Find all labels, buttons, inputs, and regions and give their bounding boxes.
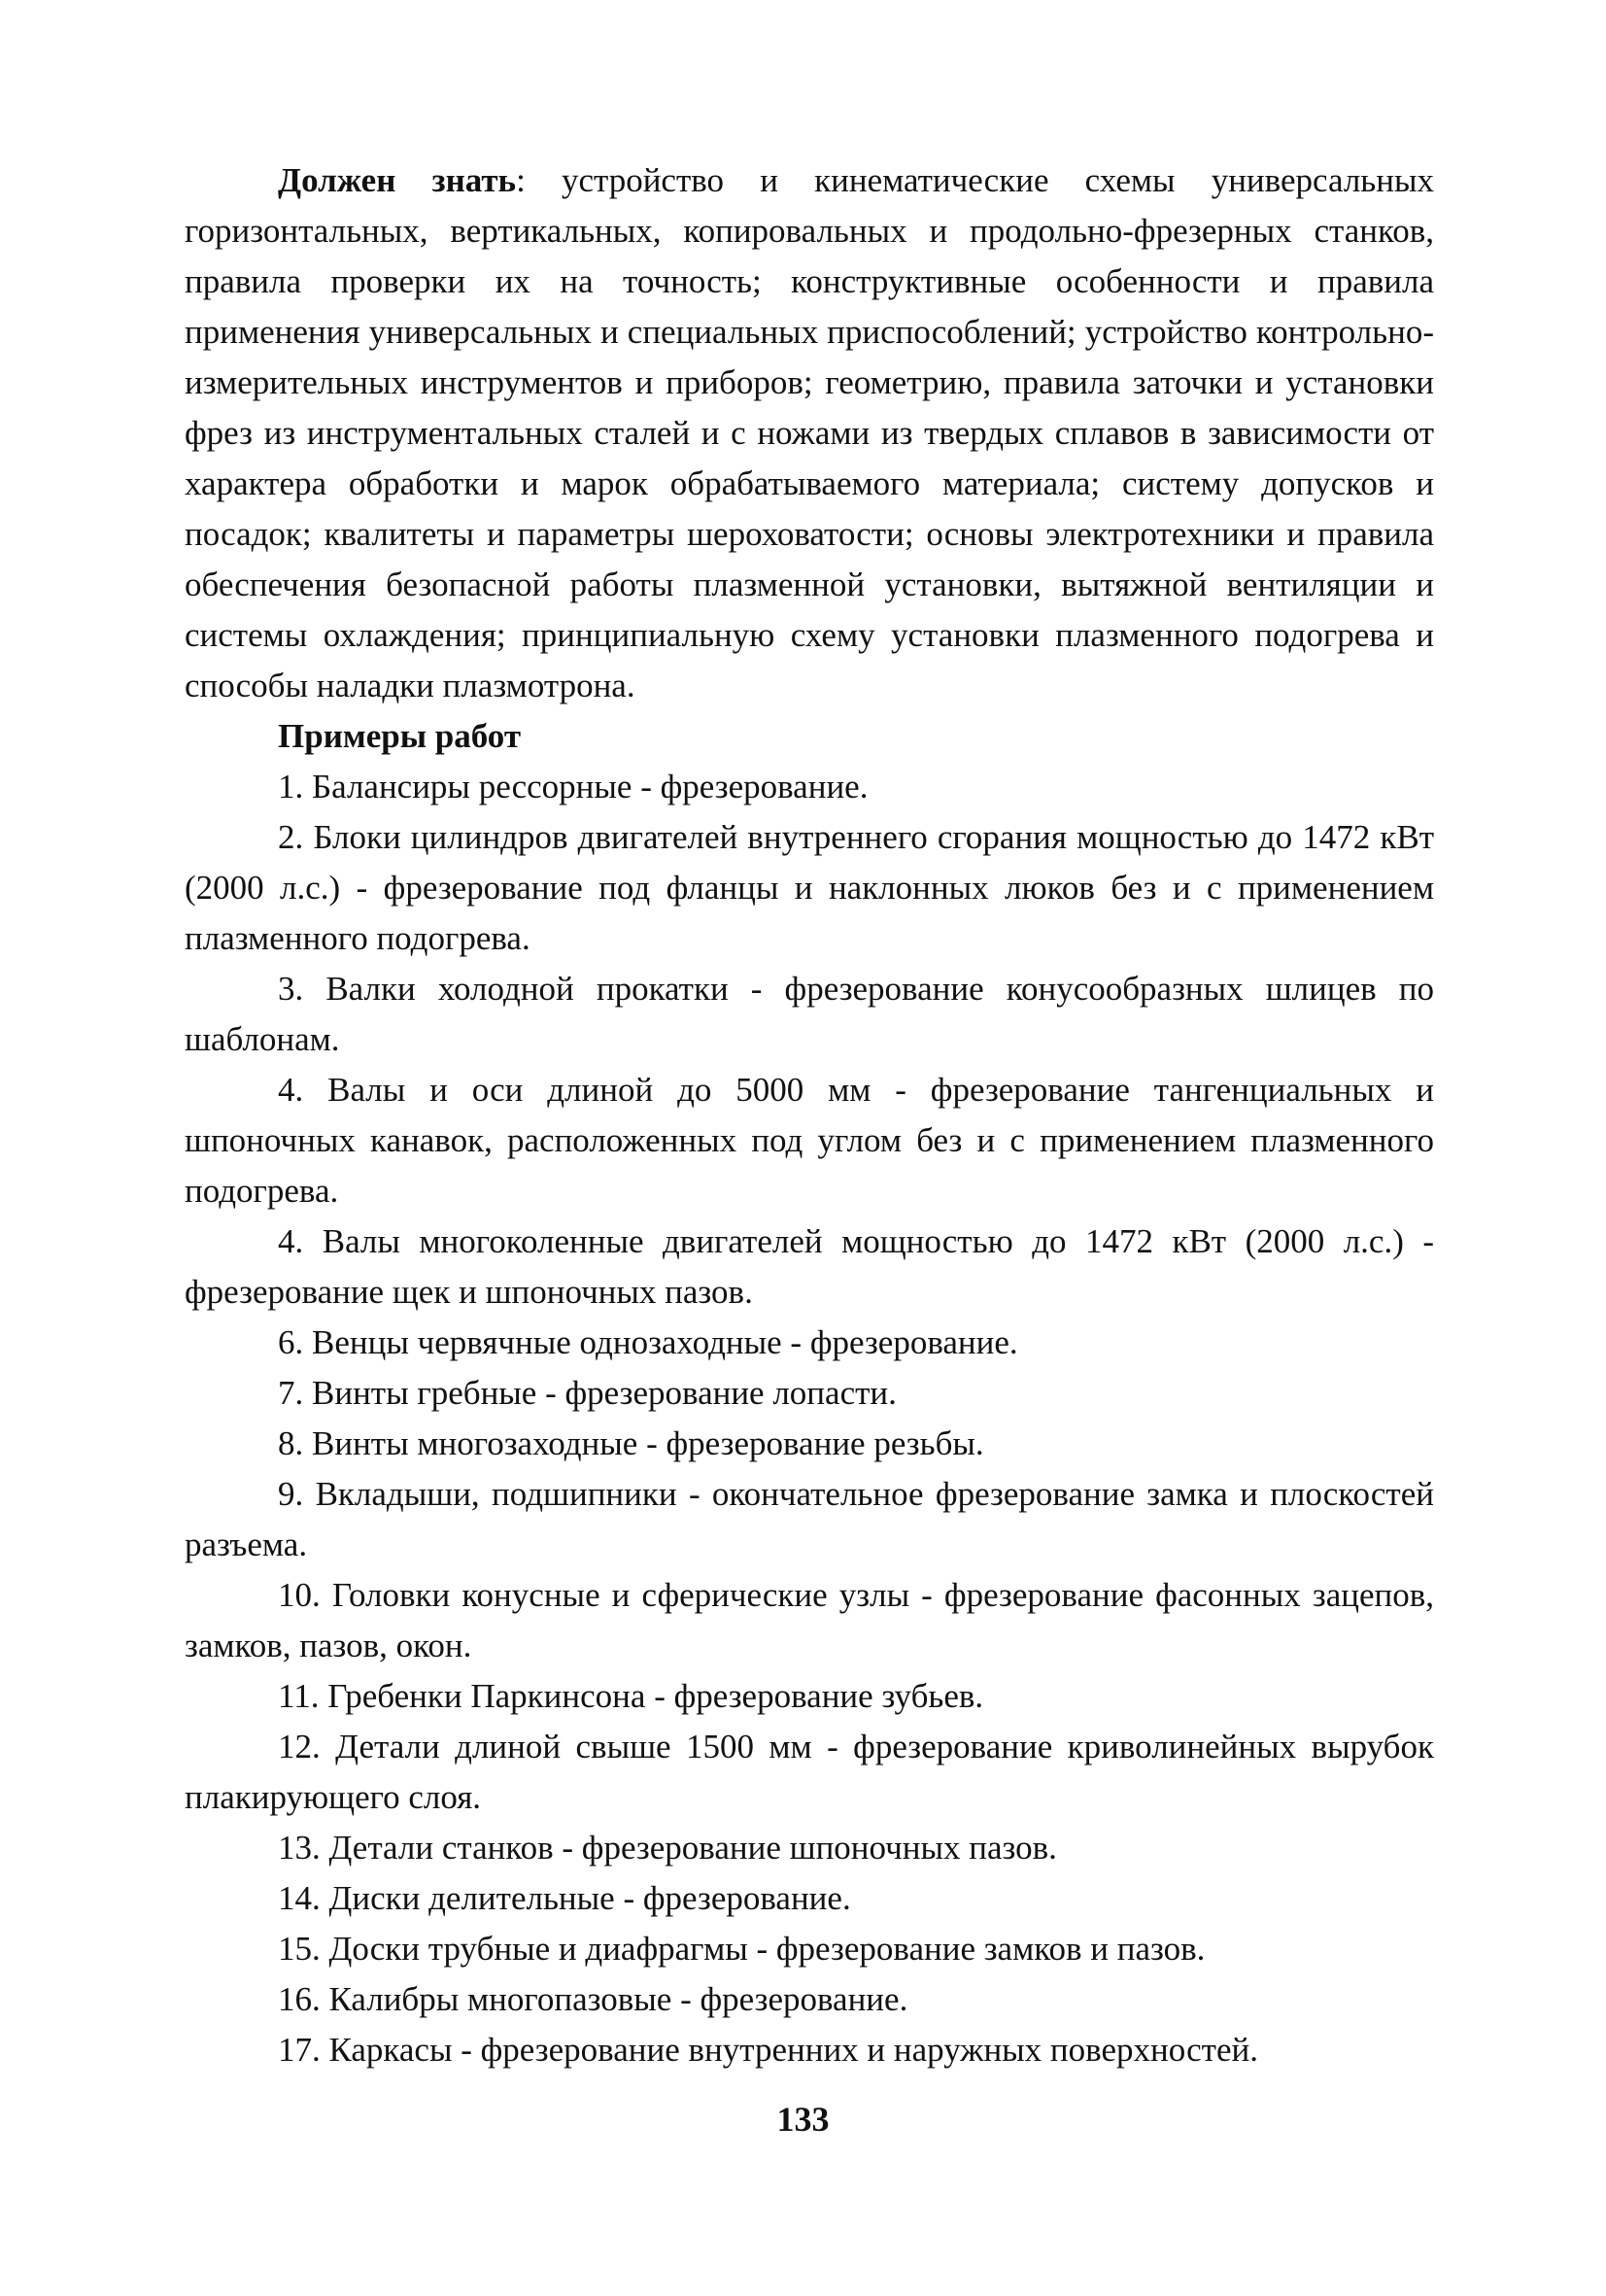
- list-item: 4. Валы многоколенные двигателей мощностью до 1472 кВт (2000 л.с.) - фрезерование щек и шпоночных пазов.: [185, 1222, 1434, 1311]
- list-item: 4. Валы и оси длиной до 5000 мм - фрезерование тангенциальных и шпоночных канавок, расположенных под углом без и с применением плазменного подогрева.: [185, 1071, 1434, 1210]
- list-item: 3. Валки холодной прокатки - фрезерование конусообразных шлицев по шаблонам.: [185, 970, 1434, 1058]
- document-page: [185, 155, 1434, 2075]
- list-item: 13. Детали станков - фрезерование шпоночных пазов.: [278, 1829, 1057, 1867]
- list-item: 10. Головки конусные и сферические узлы - фрезерование фасонных зацепов, замков, пазов, окон.: [185, 1576, 1434, 1664]
- examples-list: [185, 762, 1434, 2075]
- list-item: 15. Доски трубные и диафрагмы - фрезерование замков и пазов.: [278, 1930, 1206, 1968]
- list-item: 9. Вкладыши, подшипники - окончательное фрезерование замка и плоскостей разъема.: [185, 1475, 1434, 1563]
- requirements-lead: Должен знать: [278, 161, 517, 199]
- list-item: 17. Каркасы - фрезерование внутренних и наружных поверхностей.: [278, 2031, 1258, 2069]
- list-item: 14. Диски делительные - фрезерование.: [278, 1879, 851, 1917]
- list-item: 2. Блоки цилиндров двигателей внутреннего сгорания мощностью до 1472 кВт (2000 л.с.) - фрезерование под фланцы и наклонных люков без и с применением плазменного подогрева.: [185, 818, 1434, 957]
- list-item: 1. Балансиры рессорные - фрезерование.: [278, 768, 869, 805]
- list-item: 12. Детали длиной свыше 1500 мм - фрезерование криволинейных вырубок плакирующего слоя.: [185, 1728, 1434, 1816]
- list-item: 8. Винты многозаходные - фрезерование резьбы.: [278, 1424, 984, 1462]
- examples-heading: Примеры работ: [278, 717, 522, 755]
- list-item: 11. Гребенки Паркинсона - фрезерование зубьев.: [278, 1677, 984, 1715]
- requirements-paragraph: [185, 155, 1434, 711]
- page-number: 133: [776, 2100, 830, 2139]
- list-item: 7. Винты гребные - фрезерование лопасти.: [278, 1374, 897, 1412]
- requirements-text: : устройство и кинематические схемы универсальных горизонтальных, вертикальных, копировальных и продольно-фрезерных станков, правила проверки их на точность; конструктивные особенности и правила применения универсальных и специальных приспособлений; устройство контрольно-измерительных инструментов и приборов; геометрию, правила заточки и установки фрез из инструментальных сталей и с ножами из твердых сплавов в зависимости от характера обработки и марок обрабатываемого материала; систему допусков и посадок; квалитеты и параметры шероховатости; основы электротехники и правила обеспечения безопасной работы плазменной установки, вытяжной вентиляции и системы охлаждения; принципиальную схему установки плазменного подогрева и способы наладки плазмотрона.: [185, 161, 1434, 704]
- list-item: 16. Калибры многопазовые - фрезерование.: [278, 1980, 908, 2018]
- list-item: 6. Венцы червячные однозаходные - фрезерование.: [278, 1323, 1018, 1361]
